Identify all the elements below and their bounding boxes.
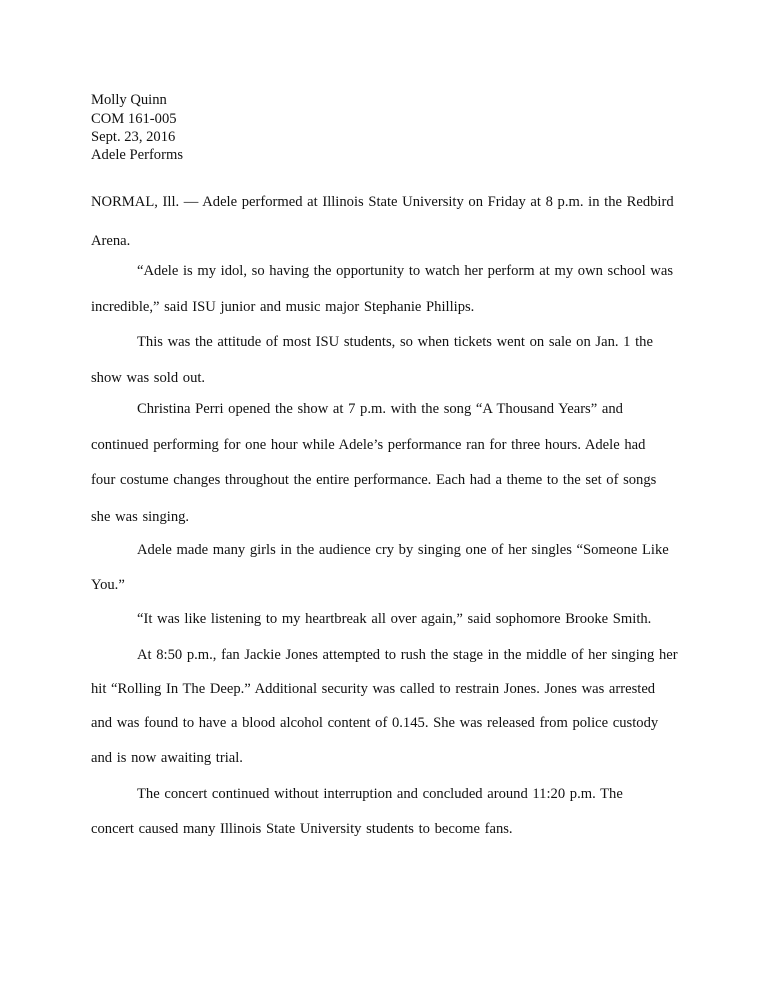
body-line: The concert continued without interruption and concluded around 11:20 p.m. The <box>137 786 623 802</box>
body-line: “It was like listening to my heartbreak all over again,” said sophomore Brooke Smith. <box>137 611 652 627</box>
article-title: Adele Performs <box>91 147 183 163</box>
body-line: she was singing. <box>91 509 190 525</box>
body-line: Arena. <box>91 233 131 249</box>
body-line: You.” <box>91 577 125 593</box>
body-line: and is now awaiting trial. <box>91 750 243 766</box>
body-line: and was found to have a blood alcohol content of 0.145. She was released from police custody <box>91 715 659 731</box>
course-code: COM 161-005 <box>91 111 177 127</box>
body-line: show was sold out. <box>91 370 206 386</box>
body-line: concert caused many Illinois State University students to become fans. <box>91 821 513 837</box>
body-line: hit “Rolling In The Deep.” Additional security was called to restrain Jones. Jones was arrested <box>91 681 656 697</box>
body-line: incredible,” said ISU junior and music major Stephanie Phillips. <box>91 299 475 315</box>
body-line: At 8:50 p.m., fan Jackie Jones attempted to rush the stage in the middle of her singing her <box>137 647 678 663</box>
body-line: This was the attitude of most ISU students, so when tickets went on sale on Jan. 1 the <box>137 334 653 350</box>
body-line: continued performing for one hour while Adele’s performance ran for three hours. Adele had <box>91 437 646 453</box>
body-line: four costume changes throughout the entire performance. Each had a theme to the set of songs <box>91 472 657 488</box>
body-line: Adele made many girls in the audience cry by singing one of her singles “Someone Like <box>137 542 669 558</box>
author-name: Molly Quinn <box>91 92 167 108</box>
date-line: Sept. 23, 2016 <box>91 129 176 145</box>
body-line: Christina Perri opened the show at 7 p.m. with the song “A Thousand Years” and <box>137 401 623 417</box>
body-line: NORMAL, Ill. — Adele performed at Illinois State University on Friday at 8 p.m. in the Redbird <box>91 194 674 210</box>
body-line: “Adele is my idol, so having the opportunity to watch her perform at my own school was <box>137 263 674 279</box>
